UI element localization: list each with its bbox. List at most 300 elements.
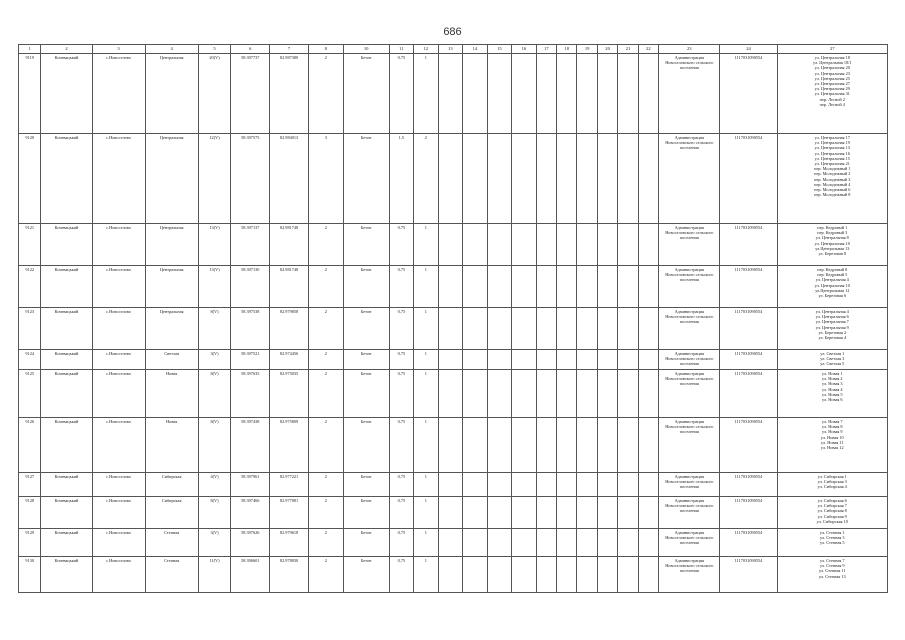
address-line: ул. Степная 13 [818,573,846,579]
address-line: ул. Березовая 4 [818,335,847,341]
table-cell [438,557,463,593]
table-cell [487,370,512,418]
address-line: ул. Новая 12 [820,445,844,451]
table-cell: 13(V) [198,224,231,266]
table-cell [638,418,658,473]
table-cell [638,529,658,557]
table-cell [487,529,512,557]
table-cell: 1117031090554 [720,473,777,497]
table-cell: 3 [308,134,343,224]
table-cell [577,529,597,557]
table-cell: 9130 [19,557,41,593]
address-line: пер. Молодежный 3 [814,176,851,182]
column-header: 18 [557,45,577,54]
table-cell [618,350,638,370]
table-cell: Центральная [145,308,198,350]
address-line: ул. Центральная 10 [814,282,850,288]
table-cell [638,497,658,529]
table-cell [597,134,617,224]
table-cell: 82.975809 [270,418,309,473]
table-cell: Центральная [145,54,198,134]
address-cell [777,308,887,350]
table-cell: Администрация Новоселовского сельского поселения [659,350,720,370]
table-row [19,350,888,370]
table-cell: 9122 [19,266,41,308]
table-cell: 9124 [19,350,41,370]
table-cell [512,473,537,497]
table-cell [487,557,512,593]
registry-table [18,44,888,593]
table-cell: Новая [145,370,198,418]
address-cell [777,370,887,418]
table-cell [512,308,537,350]
table-cell [577,308,597,350]
address-line: ул. Центральная 18/1 [812,60,852,66]
column-header: 14 [463,45,488,54]
table-cell: Степная [145,529,198,557]
table-cell: с.Новоселово [92,557,145,593]
table-cell [597,350,617,370]
address-cell [777,224,887,266]
address-line: пер. Лесной 2 [819,96,845,102]
table-cell [536,497,556,529]
table-cell: 2 [308,308,343,350]
address-line: ул. Сибирская 7 [817,503,847,509]
table-cell: с.Новоселово [92,308,145,350]
table-cell [557,266,577,308]
table-cell [463,557,488,593]
address-line: ул. Степная 1 [820,530,845,535]
table-cell: 0,75 [389,557,414,593]
column-header: 21 [618,45,638,54]
table-cell: 9128 [19,497,41,529]
table-cell: Бетон [343,266,389,308]
table-row [19,266,888,308]
address-line: ул. Степная 9 [820,563,845,569]
table-cell: Центральная [145,134,198,224]
address-line: ул. Центральная 23 [814,70,850,76]
address-line: ул. Новая 10 [820,434,844,440]
table-cell: 3(V) [198,529,231,557]
table-cell: 58.397521 [231,350,270,370]
table-cell [597,557,617,593]
address-line: ул. Сибирская 9 [817,513,847,519]
table-cell: 9123 [19,308,41,350]
table-cell: с.Новоселово [92,497,145,529]
table-cell: Администрация Новоселовского сельского поселения [659,134,720,224]
table-cell: Бетон [343,224,389,266]
column-header: 8 [308,45,343,54]
address-cell [777,350,887,370]
table-cell [597,529,617,557]
address-line: ул. Новая 3 [821,381,843,387]
table-cell [487,473,512,497]
table-cell [438,54,463,134]
address-line: пер. Кедровый 5 [817,272,848,278]
address-line: ул. Центральная 25 [814,75,850,81]
table-cell: 82.977221 [270,473,309,497]
address-line: ул. Центральная 6 [815,314,849,320]
table-cell [618,266,638,308]
table-cell: 1117031090554 [720,497,777,529]
table-cell [557,370,577,418]
column-header: 13 [438,45,463,54]
table-cell: Администрация Новоселовского сельского поселения [659,308,720,350]
table-cell: Сибирская [145,497,198,529]
table-cell: Бетон [343,350,389,370]
address-line: ул. Новая 8 [821,424,843,430]
table-cell [512,350,537,370]
table-cell: с.Новоселово [92,266,145,308]
table-cell [487,418,512,473]
table-cell: Администрация Новоселовского сельского поселения [659,266,720,308]
table-row [19,473,888,497]
address-line: ул. Сибирская 10 [816,518,848,524]
address-cell [777,418,887,473]
table-cell [463,370,488,418]
table-cell: с.Новоселово [92,224,145,266]
table-cell [638,557,658,593]
table-cell: Бетон [343,418,389,473]
table-cell [463,350,488,370]
table-cell: 0,75 [389,308,414,350]
table-cell: 0,75 [389,350,414,370]
table-cell [597,497,617,529]
table-cell: 2 [308,473,343,497]
table-cell [618,529,638,557]
column-header: 4 [145,45,198,54]
table-cell: 1 [414,529,439,557]
address-line: пер. Молодежный 1 [814,166,851,172]
table-cell [536,557,556,593]
address-line: пер. Молодежный 2 [814,171,851,177]
address-line: ул. Центральная 27 [814,81,850,87]
address-line: ул. Степная 11 [819,568,846,574]
column-header: 23 [659,45,720,54]
table-cell: Бетон [343,134,389,224]
table-cell: 1117031090554 [720,557,777,593]
column-header: 24 [720,45,777,54]
table-cell: 2 [308,557,343,593]
table-cell: 82.979858 [270,308,309,350]
table-cell [638,266,658,308]
table-cell [512,418,537,473]
table-cell: 9121 [19,224,41,266]
table-cell: Кочевацький [41,497,92,529]
table-row [19,308,888,350]
table-cell [438,473,463,497]
address-cell [777,529,887,557]
table-cell [597,418,617,473]
table-cell [438,497,463,529]
table-cell: Кочевацький [41,418,92,473]
table-cell [487,308,512,350]
table-cell: Центральная [145,224,198,266]
address-line: ул. Центральная 15 [814,155,850,161]
table-cell: Кочевацький [41,529,92,557]
table-cell: 82.979618 [270,529,309,557]
table-cell [463,266,488,308]
column-header: 6 [231,45,270,54]
table-cell [577,54,597,134]
table-cell: с.Новоселово [92,529,145,557]
table-cell [577,497,597,529]
table-cell: 82.981748 [270,224,309,266]
table-cell: Бетон [343,557,389,593]
table-cell [438,529,463,557]
table-cell [557,308,577,350]
table-cell: Кочевацький [41,308,92,350]
table-cell: Администрация Новоселовского сельского поселения [659,497,720,529]
address-line: пер. Кедровый 3 [817,230,848,236]
table-cell: Бетон [343,529,389,557]
table-cell: 1 [414,266,439,308]
table-cell: 1,5 [389,134,414,224]
address-line: ул.Центральная 12 [815,287,850,293]
table-cell: Центральная [145,266,198,308]
table-cell [536,418,556,473]
table-cell: Администрация Новоселовского сельского поселения [659,473,720,497]
address-line: ул. Центральная 20 [814,65,850,71]
table-cell [536,134,556,224]
address-line: ул. Светлая 1 [820,351,845,356]
table-cell: 1 [414,350,439,370]
address-line: ул. Березовая 8 [818,251,847,257]
table-cell: 82.987380 [270,54,309,134]
table-cell [577,473,597,497]
table-cell [438,350,463,370]
page-number: 686 [443,26,462,38]
table-cell [463,418,488,473]
table-cell: 2 [414,134,439,224]
table-cell [487,134,512,224]
table-cell: 1 [414,418,439,473]
table-cell: 2 [308,370,343,418]
table-row [19,224,888,266]
table-cell [618,418,638,473]
table-cell [618,54,638,134]
column-header: 11 [389,45,414,54]
table-cell [577,418,597,473]
address-line: ул. Центральная 7 [815,319,849,325]
table-cell: с.Новоселово [92,473,145,497]
table-cell: Новая [145,418,198,473]
column-header: 16 [512,45,537,54]
table-cell [536,350,556,370]
address-line: ул. Центральная 31 [814,91,850,97]
address-line: ул. Центральная 4 [815,309,849,314]
table-cell: 1117031090554 [720,529,777,557]
table-cell: 58.397130 [231,266,270,308]
table-cell [597,54,617,134]
table-cell [512,497,537,529]
table-cell [597,370,617,418]
table-cell [557,134,577,224]
table-cell: 9125 [19,370,41,418]
table-cell [638,134,658,224]
table-cell: 12(V) [198,134,231,224]
table-cell: 2 [308,350,343,370]
table-cell: 0,75 [389,224,414,266]
column-header: 7 [270,45,309,54]
table-cell: 1117031090554 [720,224,777,266]
column-header: 10 [343,45,389,54]
table-cell: Светлая [145,350,198,370]
table-cell: 58.397538 [231,308,270,350]
table-row [19,557,888,593]
table-cell [597,308,617,350]
column-header: 15 [487,45,512,54]
table-cell [557,418,577,473]
table-cell: Бетон [343,308,389,350]
table-cell: 13(V) [198,266,231,308]
table-cell: Бетон [343,54,389,134]
table-cell [463,529,488,557]
table-cell: Сибирская [145,473,198,497]
table-cell [512,54,537,134]
address-line: ул.Центральная 13 [815,245,850,251]
address-cell [777,266,887,308]
table-cell [638,350,658,370]
table-cell: 58.396601 [231,557,270,593]
table-cell: 1 [414,224,439,266]
table-cell: 0,75 [389,418,414,473]
address-line: ул. Светлая 3 [820,356,845,362]
table-cell [512,134,537,224]
table-cell [638,224,658,266]
table-cell [487,350,512,370]
address-line: ул. Степная 5 [820,540,845,546]
address-line: ул. Сибирская 1 [817,474,847,479]
address-line: ул. Новая 7 [821,419,843,424]
table-cell [463,473,488,497]
table-cell [438,418,463,473]
table-cell: Бетон [343,370,389,418]
address-line: ул. Центральная 21 [814,161,850,167]
address-line: ул. Центральная 8 [815,235,849,241]
table-cell [577,134,597,224]
table-cell: 20(V) [198,54,231,134]
table-cell [438,266,463,308]
table-cell: Администрация Новоселовского сельского поселения [659,370,720,418]
table-cell [618,557,638,593]
table-cell [438,224,463,266]
address-line: ул. Центральная 16 [814,150,850,156]
table-cell: Кочевацький [41,557,92,593]
address-line: ул. Новая 1 [821,371,843,376]
table-row [19,497,888,529]
table-cell: 1 [414,370,439,418]
address-line: пер. Молодежный 4 [814,181,851,187]
table-cell [536,370,556,418]
table-cell [438,370,463,418]
column-header: 5 [198,45,231,54]
table-cell [536,473,556,497]
table-cell [536,54,556,134]
table-cell [557,473,577,497]
table-cell: 8(V) [198,308,231,350]
table-row [19,54,888,134]
table-cell [577,370,597,418]
column-header: 3 [92,45,145,54]
address-line: ул. Центральная 4 [815,277,849,283]
table-cell: 1117031090554 [720,134,777,224]
address-line: ул. Центральная 9 [815,324,849,330]
address-line: ул. Березовая 6 [818,293,847,299]
table-cell: 0,75 [389,54,414,134]
table-cell: 0,75 [389,473,414,497]
table-cell: 2 [308,418,343,473]
address-line: ул. Центральная 19 [814,140,850,146]
table-cell [577,266,597,308]
table-row [19,134,888,224]
table-cell: 9129 [19,529,41,557]
column-header: 27 [777,45,887,54]
address-line: ул. Центральная 17 [814,135,850,140]
table-cell: 82.981748 [270,266,309,308]
table-cell: Бетон [343,497,389,529]
table-cell [463,134,488,224]
table-cell: Кочевацький [41,266,92,308]
table-cell: 58.397635 [231,370,270,418]
header-row [19,45,888,54]
table-cell [536,529,556,557]
table-cell: Бетон [343,473,389,497]
table-cell: 1 [414,473,439,497]
column-header: 2 [41,45,92,54]
table-cell: 9126 [19,418,41,473]
table-cell [463,224,488,266]
address-line: ул. Новая 5 [821,391,843,397]
table-row [19,418,888,473]
table-cell: 8(V) [198,497,231,529]
table-cell: Кочевацький [41,54,92,134]
table-cell [512,529,537,557]
table-cell: Степная [145,557,198,593]
table-cell [638,54,658,134]
table-cell [487,497,512,529]
table-cell: 58.397438 [231,418,270,473]
table-cell: Кочевацький [41,134,92,224]
table-cell [536,266,556,308]
column-header: 1 [19,45,41,54]
table-cell: 8(V) [198,370,231,418]
table-cell: 1 [414,308,439,350]
table-cell [577,224,597,266]
table-cell [638,308,658,350]
table-cell [597,266,617,308]
table-cell: 2 [308,54,343,134]
table-cell [463,54,488,134]
column-header: 17 [536,45,556,54]
table-cell [638,473,658,497]
table-cell: 1 [414,54,439,134]
column-header: 19 [577,45,597,54]
address-line: ул. Центральная 13 [814,145,850,151]
table-cell [487,266,512,308]
table-cell: Администрация Новоселовского сельского поселения [659,418,720,473]
table-cell [618,473,638,497]
table-cell: 8(V) [198,418,231,473]
address-line: ул. Новая 9 [821,429,843,435]
table-row [19,529,888,557]
address-line: пер. Молодежный 6 [814,187,851,193]
address-cell [777,134,887,224]
table-cell [557,557,577,593]
address-line: пер. Молодежный 8 [814,192,851,198]
table-cell [618,497,638,529]
table-cell [557,224,577,266]
